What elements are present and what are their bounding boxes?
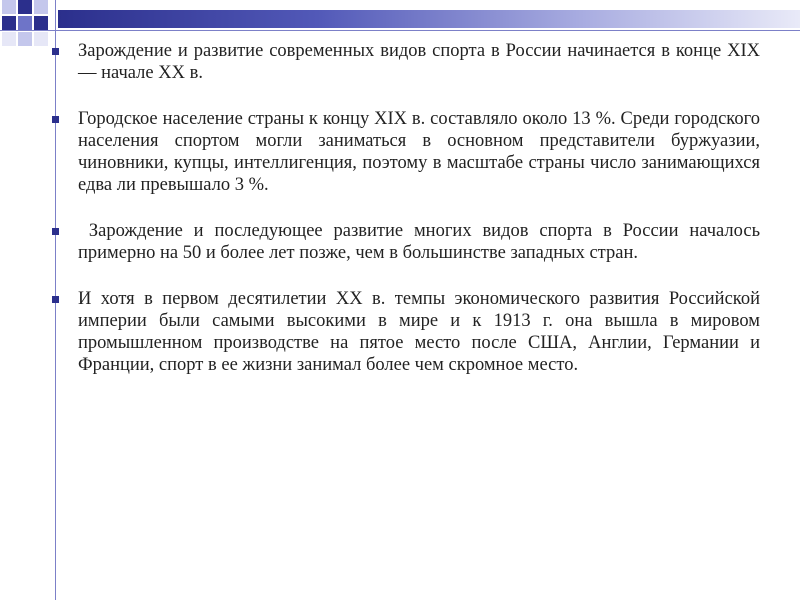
header-gradient-bar xyxy=(58,10,800,28)
square-bullet-icon xyxy=(52,296,59,303)
square-bullet-icon xyxy=(52,116,59,123)
bullet-item xyxy=(48,220,765,264)
square-bullet-icon xyxy=(52,48,59,55)
square-bullet-icon xyxy=(52,228,59,235)
bullet-text: Зарождение и последующее развитие многих видов спорта в России началось примерно на 50 и более лет позже, чем в большинстве западных стран. xyxy=(78,221,765,263)
decor-square xyxy=(2,0,16,14)
header-divider-line xyxy=(0,30,800,31)
decor-square xyxy=(2,32,16,46)
decor-square xyxy=(18,0,32,14)
bullet-text: И хотя в первом десятилетии XX в. темпы экономического развития Российской империи были самыми высокими в мире и к 1913 г. она вышла в мировом промышленном производстве на пятое место после США, Англии, Германии и Франции, спорт в ее жизни занимал более чем скромное место. xyxy=(78,289,760,375)
bullet-text: Городское население страны к концу XIX в. составляло около 13 %. Среди городского населения спортом могли заниматься в основном представители буржуазии, чиновники, купцы, интеллигенция, поэтому в масштабе страны число занимающихся едва ли превышало 3 %. xyxy=(78,109,760,195)
bullet-item xyxy=(48,40,760,84)
decor-square xyxy=(2,16,16,30)
decor-square xyxy=(34,16,48,30)
bullet-item xyxy=(48,288,760,376)
bullet-item xyxy=(48,108,760,196)
decor-square xyxy=(18,16,32,30)
decor-square xyxy=(18,32,32,46)
bullet-list xyxy=(48,40,765,400)
decor-square xyxy=(34,0,48,14)
bullet-text: Зарождение и развитие современных видов спорта в России начинается в конце XIX — начале XX в. xyxy=(78,41,760,83)
decor-square xyxy=(34,32,48,46)
